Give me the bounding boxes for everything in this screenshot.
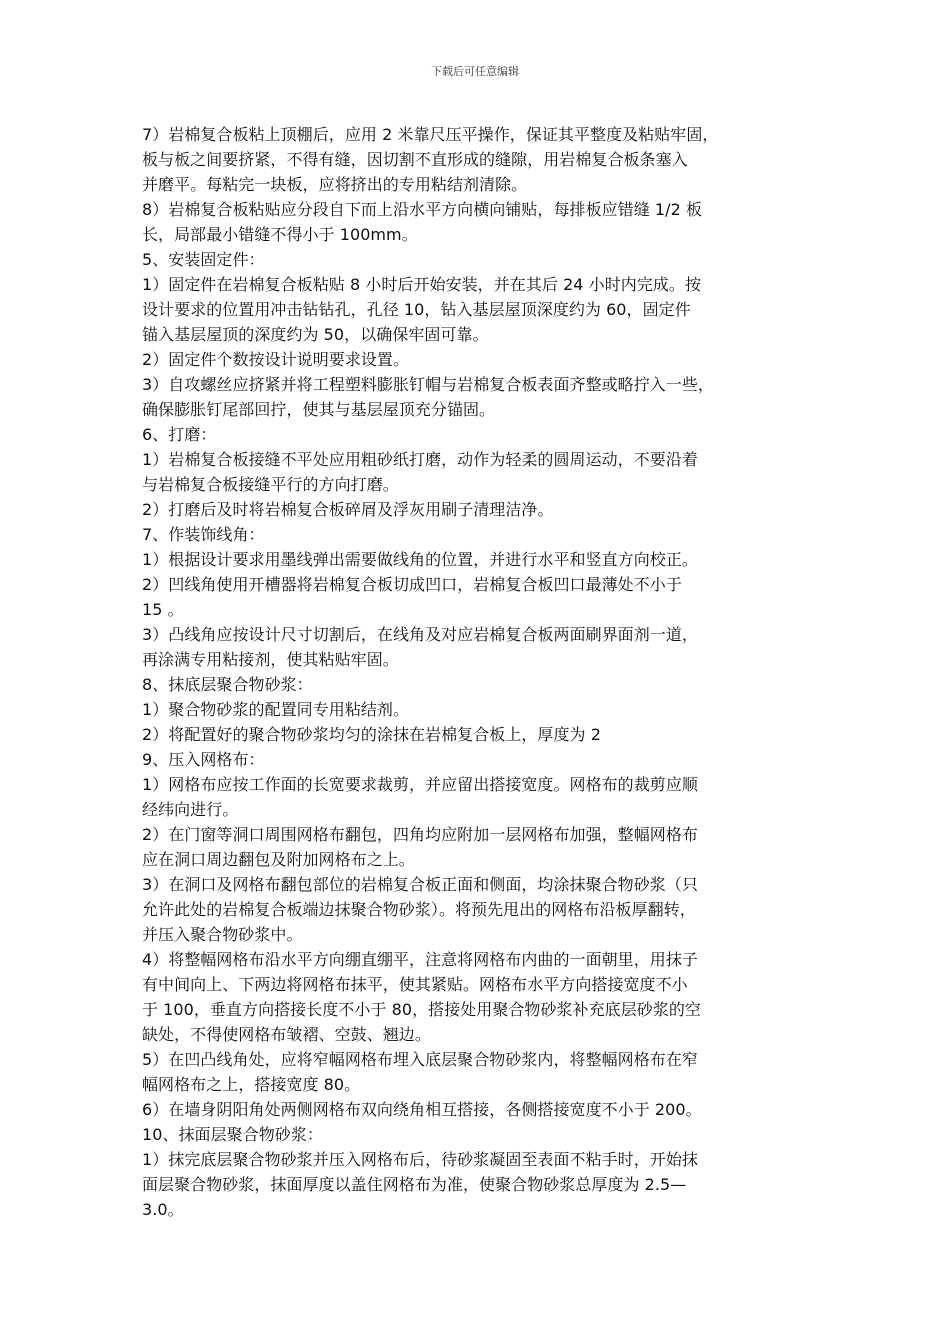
section-heading: 7、作装饰线角：	[142, 525, 265, 544]
text-line: 7）岩棉复合板粘上顶棚后，应用 2 米靠尺压平操作，保证其平整度及粘贴牢固，	[142, 125, 719, 144]
text-line: 1）固定件在岩棉复合板粘贴 8 小时后开始安装，并在其后 24 小时内完成。按	[142, 275, 702, 294]
text-line: 有中间向上、下两边将网格布抹平，使其紧贴。网格布水平方向搭接宽度不小	[142, 975, 688, 994]
text-line: 5）在凹凸线角处，应将窄幅网格布埋入底层聚合物砂浆内，将整幅网格布在窄	[142, 1050, 698, 1069]
text-line: 板与板之间要挤紧，不得有缝，因切割不直形成的缝隙，用岩棉复合板条塞入	[142, 150, 688, 169]
text-line: 确保膨胀钉尾部回拧，使其与基层屋顶充分锚固。	[142, 400, 496, 419]
text-line: 于 100，垂直方向搭接长度不小于 80，搭接处用聚合物砂浆补充底层砂浆的空	[142, 1000, 701, 1019]
text-line: 并磨平。每粘完一块板，应将挤出的专用粘结剂清除。	[142, 175, 528, 194]
text-line: 1）根据设计要求用墨线弹出需要做线角的位置，并进行水平和竖直方向校正。	[142, 550, 698, 569]
text-line: 6）在墙身阴阳角处两侧网格布双向绕角相互搭接，各侧搭接宽度不小于 200。	[142, 1100, 702, 1119]
text-line: 2）固定件个数按设计说明要求设置。	[142, 350, 410, 369]
text-line: 与岩棉复合板接缝平行的方向打磨。	[142, 475, 399, 494]
text-line: 8）岩棉复合板粘贴应分段自下而上沿水平方向横向铺贴，每排板应错缝 1/2 板	[142, 200, 703, 219]
text-line: 缺处，不得使网格布皱褶、空鼓、翘边。	[142, 1025, 431, 1044]
text-line: 3）凸线角应按设计尺寸切割后，在线角及对应岩棉复合板两面刷界面剂一道，	[142, 625, 698, 644]
text-line: 允许此处的岩棉复合板端边抹聚合物砂浆）。将预先甩出的网格布沿板厚翻转，	[142, 900, 696, 919]
text-line: 2）凹线角使用开槽器将岩棉复合板切成凹口，岩棉复合板凹口最薄处不小于	[142, 575, 682, 594]
section-heading: 8、抹底层聚合物砂浆：	[142, 675, 313, 694]
page-header: 下载后可任意编辑	[431, 65, 519, 78]
section-heading: 10、抹面层聚合物砂浆：	[142, 1125, 323, 1144]
document-body	[142, 122, 824, 1222]
text-line: 2）将配置好的聚合物砂浆均匀的涂抹在岩棉复合板上，厚度为 2	[142, 725, 601, 744]
text-line: 3）自攻螺丝应挤紧并将工程塑料膨胀钉帽与岩棉复合板表面齐整或略拧入一些，	[142, 375, 714, 394]
text-line: 3）在洞口及网格布翻包部位的岩棉复合板正面和侧面，均涂抹聚合物砂浆（只	[142, 875, 698, 894]
text-line: 2）打磨后及时将岩棉复合板碎屑及浮灰用刷子清理洁净。	[142, 500, 554, 519]
text-line: 2）在门窗等洞口周围网格布翻包，四角均应附加一层网格布加强，整幅网格布	[142, 825, 698, 844]
text-line: 1）抹完底层聚合物砂浆并压入网格布后，待砂浆凝固至表面不粘手时，开始抹	[142, 1150, 698, 1169]
text-line: 面层聚合物砂浆，抹面厚度以盖住网格布为准，使聚合物砂浆总厚度为 2.5—	[142, 1175, 687, 1194]
text-line: 1）聚合物砂浆的配置同专用粘结剂。	[142, 700, 410, 719]
text-line: 15 。	[142, 600, 184, 619]
text-line: 3.0。	[142, 1200, 184, 1219]
text-line: 4）将整幅网格布沿水平方向绷直绷平，注意将网格布内曲的一面朝里，用抹子	[142, 950, 698, 969]
text-line: 设计要求的位置用冲击钻钻孔，孔径 10，钻入基层屋顶深度约为 60，固定件	[142, 300, 691, 319]
section-heading: 6、打磨：	[142, 425, 217, 444]
text-line: 经纬向进行。	[142, 800, 239, 819]
text-line: 1）网格布应按工作面的长宽要求裁剪，并应留出搭接宽度。网格布的裁剪应顺	[142, 775, 698, 794]
section-heading: 5、安装固定件：	[142, 250, 265, 269]
text-line: 锚入基层屋顶的深度约为 50，以确保牢固可靠。	[142, 325, 489, 344]
text-line: 并压入聚合物砂浆中。	[142, 925, 303, 944]
text-line: 长，局部最小错缝不得小于 100mm。	[142, 225, 418, 244]
text-line: 再涂满专用粘接剂，使其粘贴牢固。	[142, 650, 399, 669]
text-line: 幅网格布之上，搭接宽度 80。	[142, 1075, 361, 1094]
section-heading: 9、压入网格布：	[142, 750, 265, 769]
text-line: 应在洞口周边翻包及附加网格布之上。	[142, 850, 415, 869]
text-line: 1）岩棉复合板接缝不平处应用粗砂纸打磨，动作为轻柔的圆周运动，不要沿着	[142, 450, 698, 469]
